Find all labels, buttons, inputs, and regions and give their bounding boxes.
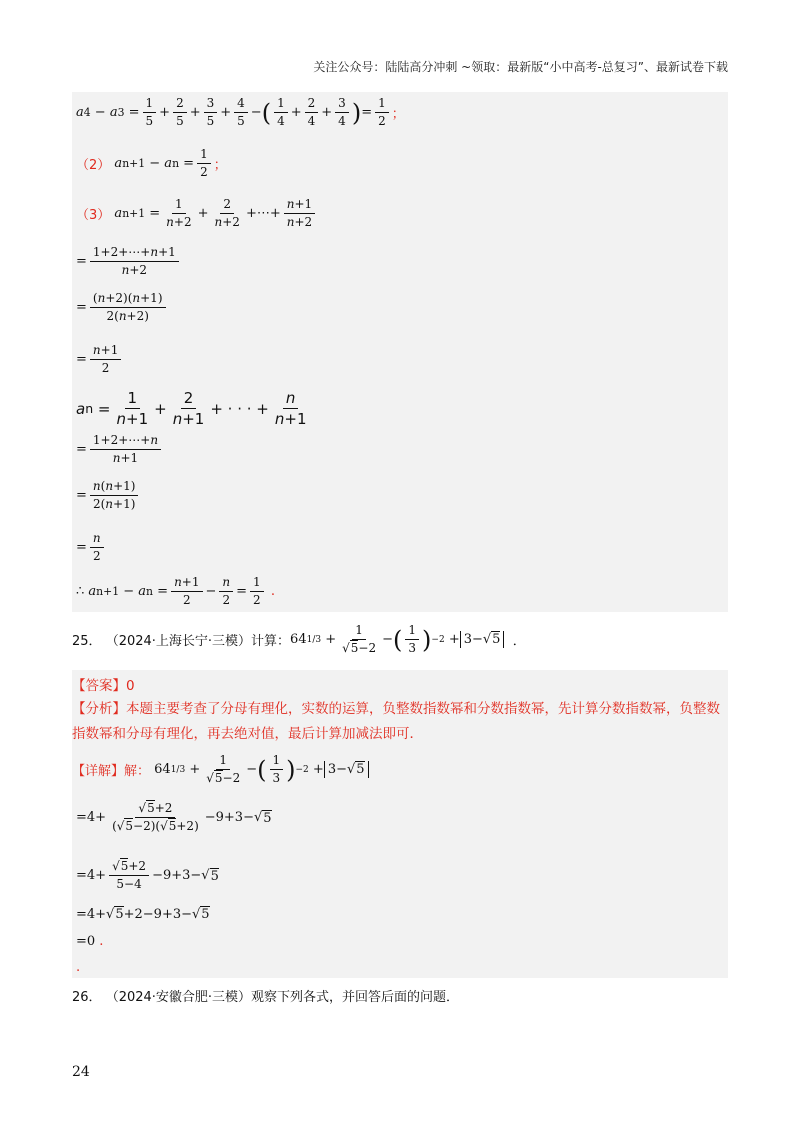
page-header: 关注公众号：陆陆高分冲刺 ~领取：最新版“小中高考-总复习”、最新试卷下载 (313, 60, 728, 74)
step-simplified-a-n: = $\frac{n}{2}$ (76, 530, 107, 565)
detail-step-1: =4+ $\frac{√5+2}{(√5-2)(√5+2)}$ −9+3−√ 5 (76, 801, 272, 833)
part-2-equation: （2） a n+1 − a n = $\frac{1}{2}$ ； (76, 147, 227, 179)
detail-step-4: =0 . (76, 934, 104, 949)
step-product-over-n1: = $\frac{n(n+1)}{2(n+1)}$ (76, 478, 141, 513)
question-25: 25． （2024·上海长宁·三模）计算： 64 1/3 + $\frac{1}{√5-2}$ − ( $\frac{1}{3}$ ) −2 + 3−√5 ． (72, 623, 526, 655)
step-product-over: = $\frac{(n+2)(n+1)}{2(n+2)}$ (76, 290, 169, 325)
detail-25: 【详解】解： 64 1/3 + $\frac{1}{√5-2}$ − ( $\frac{1}{3}$ ) −2 + 3−√5 (72, 752, 369, 787)
step-sum-over-n1: = $\frac{1+2+\cdots+n}{n+1}$ (76, 432, 164, 467)
detail-step-2: =4+ $\frac{√5+2}{5-4}$ −9+3−√ 5 (76, 859, 219, 891)
equation-a-n: a n = $\frac{1}{n+1}$ + $\frac{2}{n+1}$ + · · · + $\frac{n}{n+1}$ (76, 389, 307, 428)
trailing-dot: . (76, 960, 81, 975)
equation-a4-a3: a 4 − a 3 = $\frac{1}{5}$ + $\frac{2}{5}$ + $\frac{3}{5}$ + $\frac{4}{5}$ − ( $\frac{1}{4}$ + $\frac{2}{4}$ + $\frac{3}{4}$ ) = $\frac{1}{2}$ ； (76, 96, 405, 128)
analysis-25: 【分析】本题主要考查了分母有理化，实数的运算，负整数指数幂和分数指数幂，先计算分数指数幂，负整数指数幂和分母有理化，再去绝对值，最后计算加减法即可． (72, 701, 720, 742)
page-number: 24 (72, 1064, 90, 1080)
answer-25: 【答案】0 (72, 678, 135, 694)
step-sum-over: = $\frac{1+2+\cdots+n+1}{n+2}$ (76, 244, 182, 279)
part-3-equation: （3） a n+1 = $\frac{1}{n+2}$ + $\frac{2}{n+2}$ +⋯+ $\frac{n+1}{n+2}$ (76, 196, 318, 231)
question-26: 26． （2024·安徽合肥·三模）观察下列各式，并回答后面的问题． (72, 990, 460, 1005)
detail-step-3: =4+√ 5 +2−9+3−√ 5 (76, 906, 210, 922)
step-simplified-a-n1: = $\frac{n+1}{2}$ (76, 342, 124, 377)
conclusion-equation: ∴ a n+1 − a n = $\frac{n+1}{2}$ − $\frac{n}{2}$ = $\frac{1}{2}$ . (76, 575, 275, 607)
